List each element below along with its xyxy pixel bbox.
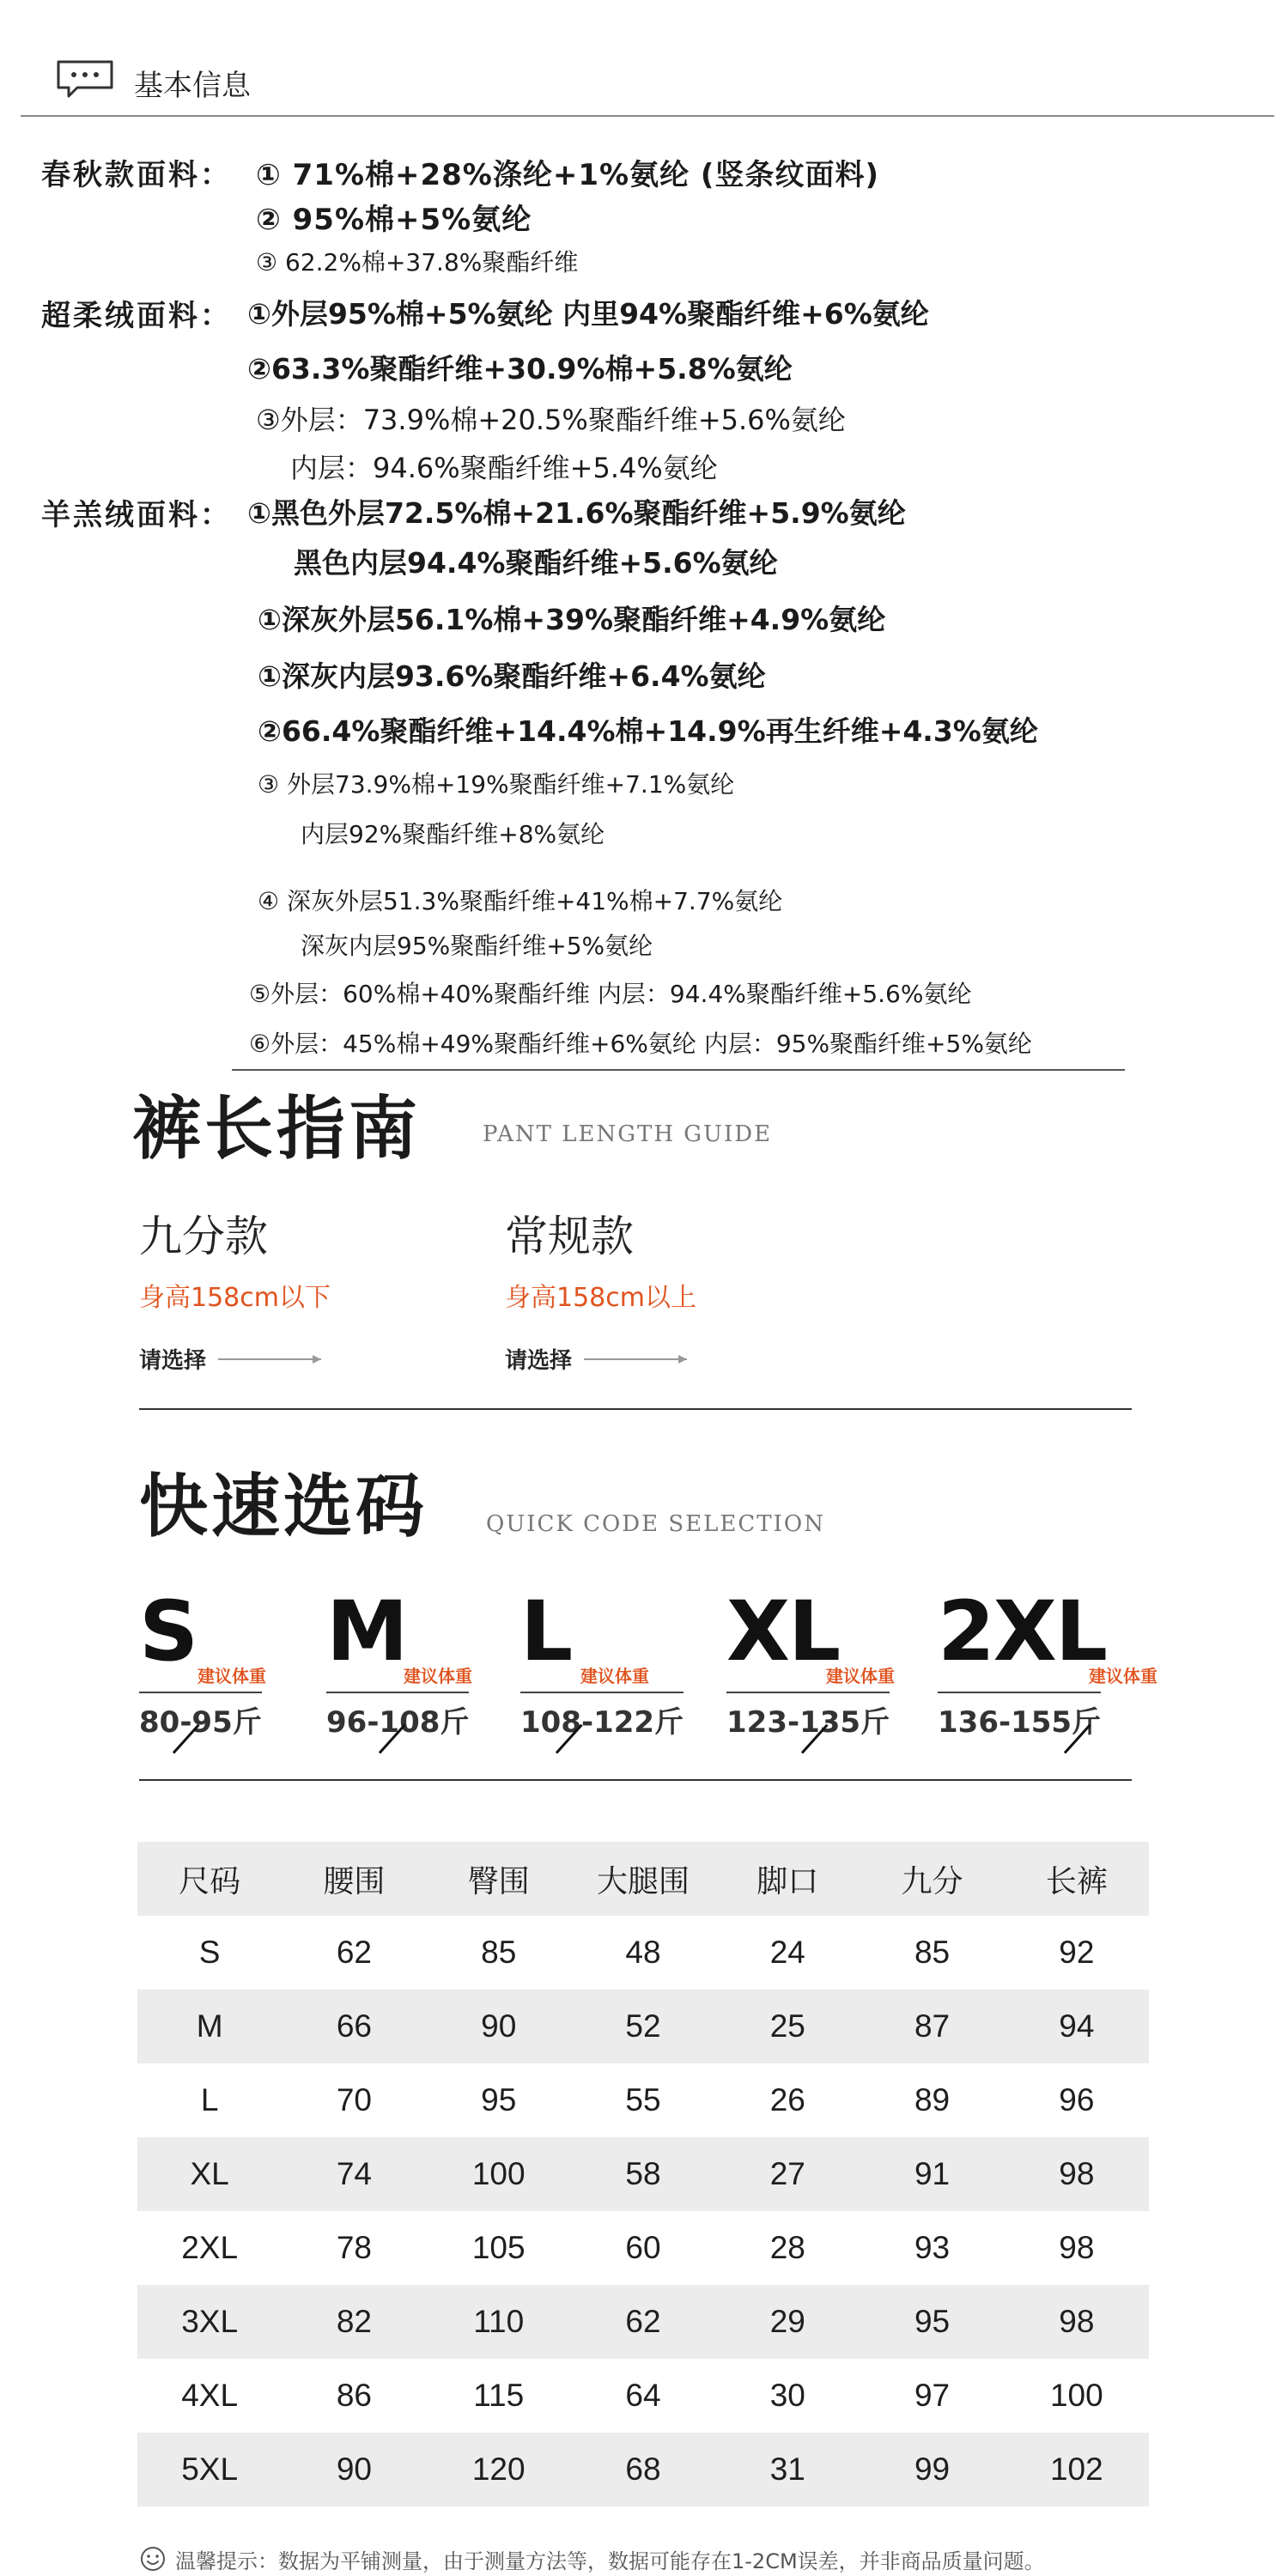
table-cell: 25 <box>715 1990 860 2063</box>
table-row <box>137 2137 1149 2211</box>
size-badge-s <box>139 1583 266 1741</box>
table-cell: S <box>198 1935 221 1970</box>
fabric-label-lambswool: 羊羔绒面料： <box>41 498 232 532</box>
table-cell: 110 <box>427 2285 571 2359</box>
table-cell: 74 <box>282 2137 426 2211</box>
table-header-cell: 脚口 <box>715 1842 860 1916</box>
table-cell: 99 <box>860 2433 1004 2506</box>
table-cell: 85 <box>914 1935 951 1970</box>
option-regular[interactable] <box>505 1202 696 1375</box>
size-letter: M <box>326 1583 407 1680</box>
fabric-line: ③ 外层73.9%棉+19%聚酯纤维+7.1%氨纶 <box>258 770 735 799</box>
fabric-line: 内层：94.6%聚酯纤维+5.4%氨纶 <box>290 452 718 484</box>
size-badge-m <box>326 1583 472 1741</box>
table-row <box>137 2359 1149 2433</box>
table-cell: XL <box>137 2137 282 2211</box>
table-cell: 48 <box>625 1935 661 1970</box>
fabric-line: 深灰内层95%聚酯纤维+5%氨纶 <box>301 932 653 960</box>
fabric-line: ① 71%棉+28%涤纶+1%氨纶 (竖条纹面料) <box>256 158 880 192</box>
table-cell: 2XL <box>181 2230 239 2265</box>
table-cell: 100 <box>1049 2378 1103 2413</box>
fabric-line: ④ 深灰外层51.3%聚酯纤维+41%棉+7.7%氨纶 <box>258 887 783 915</box>
fabric-label-spring-autumn: 春秋款面料： <box>41 158 232 192</box>
fabric-line: ② 95%棉+5%氨纶 <box>256 203 532 237</box>
table-cell: 92 <box>1059 1935 1095 1970</box>
table-header-cell: 尺码 <box>137 1842 282 1916</box>
table-cell: 58 <box>571 2137 715 2211</box>
table-row <box>137 1990 1149 2063</box>
table-cell: 98 <box>1005 2285 1149 2359</box>
arrow-right-icon <box>584 1358 687 1360</box>
table-cell: 29 <box>715 2285 860 2359</box>
advise-weight-label: 建议体重 <box>404 1666 472 1686</box>
table-cell: 27 <box>715 2137 860 2211</box>
measurement-tip <box>139 2542 1045 2576</box>
fabric-line: ②66.4%聚酯纤维+14.4%棉+14.9%再生纤维+4.3%氨纶 <box>258 714 1038 748</box>
choose-link[interactable] <box>505 1343 696 1375</box>
advise-weight-label: 建议体重 <box>197 1666 266 1686</box>
table-cell: 105 <box>471 2230 526 2265</box>
table-header-cell: 大腿围 <box>571 1842 715 1916</box>
advise-weight-label: 建议体重 <box>580 1666 649 1686</box>
weight-range: 96-108斤 <box>326 1692 469 1741</box>
table-cell: 94 <box>1005 1990 1149 2063</box>
quick-select-title: 快速选码 <box>139 1467 428 1546</box>
table-cell: 28 <box>769 2230 805 2265</box>
table-cell: 86 <box>336 2378 372 2413</box>
choose-link[interactable] <box>139 1343 331 1375</box>
fabric-line: ⑥外层：45%棉+49%聚酯纤维+6%氨纶 内层：95%聚酯纤维+5%氨纶 <box>249 1030 1032 1058</box>
option-height-note: 身高158cm以上 <box>505 1283 696 1313</box>
table-row <box>137 2211 1149 2285</box>
table-cell: 55 <box>625 2082 661 2117</box>
fabric-line: 内层92%聚酯纤维+8%氨纶 <box>301 820 605 848</box>
option-cropped[interactable] <box>139 1202 331 1375</box>
table-cell: 98 <box>1059 2230 1095 2265</box>
table-cell: L <box>200 2082 219 2117</box>
fabric-line: ①深灰外层56.1%棉+39%聚酯纤维+4.9%氨纶 <box>258 603 886 636</box>
table-header-cell: 长裤 <box>1005 1842 1149 1916</box>
choose-label: 请选择 <box>139 1348 207 1374</box>
table-cell: 95 <box>860 2285 1004 2359</box>
table-cell: 82 <box>282 2285 426 2359</box>
table-cell: 62 <box>571 2285 715 2359</box>
table-cell: 70 <box>336 2082 372 2117</box>
table-cell: 115 <box>473 2378 525 2413</box>
size-badge-xl <box>726 1583 895 1741</box>
size-letter: XL <box>726 1583 840 1680</box>
weight-range: 108-122斤 <box>520 1692 683 1741</box>
quick-select-subtitle: QUICK CODE SELECTION <box>486 1511 825 1537</box>
option-name: 九分款 <box>139 1212 268 1261</box>
table-cell: 96 <box>1059 2082 1095 2117</box>
fabric-line: 黑色内层94.4%聚酯纤维+5.6%氨纶 <box>294 546 778 580</box>
table-cell: 90 <box>282 2433 426 2506</box>
fabric-line: ⑤外层：60%棉+40%聚酯纤维 内层：94.4%聚酯纤维+5.6%氨纶 <box>249 980 972 1008</box>
table-cell: 102 <box>1005 2433 1149 2506</box>
table-cell: 24 <box>769 1935 805 1970</box>
table-cell: 120 <box>427 2433 571 2506</box>
table-cell: 26 <box>769 2082 805 2117</box>
table-cell: 68 <box>571 2433 715 2506</box>
choose-label: 请选择 <box>505 1348 573 1374</box>
table-cell: 4XL <box>181 2378 239 2413</box>
table-cell: 93 <box>914 2230 951 2265</box>
table-cell: 3XL <box>137 2285 282 2359</box>
table-cell: 60 <box>625 2230 661 2265</box>
advise-weight-label: 建议体重 <box>826 1666 895 1686</box>
fabric-section <box>0 0 1288 1065</box>
size-letter: L <box>520 1583 572 1680</box>
table-header-cell: 九分 <box>860 1842 1004 1916</box>
fabric-line: ③外层：73.9%棉+20.5%聚酯纤维+5.6%氨纶 <box>256 404 846 436</box>
fabric-label-super-soft: 超柔绒面料： <box>41 299 232 333</box>
pant-length-subtitle: PANT LENGTH GUIDE <box>483 1121 773 1147</box>
size-letter: 2XL <box>938 1583 1106 1680</box>
size-table <box>137 1842 1149 2506</box>
table-row <box>137 1916 1149 1990</box>
table-cell: 95 <box>481 2082 517 2117</box>
table-cell: 30 <box>769 2378 805 2413</box>
advise-weight-label: 建议体重 <box>1089 1666 1157 1686</box>
size-badge-l <box>520 1583 684 1741</box>
fabric-line: ②63.3%聚酯纤维+30.9%棉+5.8%氨纶 <box>247 352 793 386</box>
weight-range: 136-155斤 <box>938 1692 1101 1741</box>
table-cell: 87 <box>860 1990 1004 2063</box>
basic-info-title: 基本信息 <box>134 69 251 103</box>
table-cell: 66 <box>282 1990 426 2063</box>
table-cell: 89 <box>914 2082 951 2117</box>
smile-icon <box>139 2545 167 2573</box>
fabric-line: ③ 62.2%棉+37.8%聚酯纤维 <box>256 248 579 276</box>
table-row <box>137 2285 1149 2359</box>
table-row <box>137 2063 1149 2137</box>
table-cell: 62 <box>336 1935 372 1970</box>
section-divider <box>139 1779 1132 1781</box>
pant-length-title: 裤长指南 <box>132 1089 421 1169</box>
table-row <box>137 2433 1149 2506</box>
table-cell: 100 <box>427 2137 571 2211</box>
table-cell: M <box>137 1990 282 2063</box>
table-cell: 52 <box>571 1990 715 2063</box>
table-cell: 31 <box>715 2433 860 2506</box>
table-header-cell: 腰围 <box>282 1842 426 1916</box>
table-cell: 97 <box>914 2378 951 2413</box>
fabric-line: ①深灰内层93.6%聚酯纤维+6.4%氨纶 <box>258 659 766 693</box>
table-cell: 5XL <box>137 2433 282 2506</box>
table-cell: 85 <box>481 1935 517 1970</box>
table-cell: 91 <box>860 2137 1004 2211</box>
table-cell: 98 <box>1005 2137 1149 2211</box>
fabric-divider <box>232 1069 1125 1071</box>
option-name: 常规款 <box>505 1212 634 1261</box>
section-divider <box>139 1408 1132 1410</box>
table-cell: 78 <box>336 2230 372 2265</box>
size-letter: S <box>139 1583 197 1680</box>
size-badge-2xl <box>938 1583 1157 1741</box>
table-header-cell: 臀围 <box>427 1842 571 1916</box>
table-cell: 64 <box>625 2378 661 2413</box>
table-header-row <box>137 1842 1149 1916</box>
table-cell: 90 <box>427 1990 571 2063</box>
weight-range: 80-95斤 <box>139 1692 262 1741</box>
fabric-line: ①外层95%棉+5%氨纶 内里94%聚酯纤维+6%氨纶 <box>247 297 929 331</box>
tip-text: 温馨提示：数据为平铺测量，由于测量方法等，数据可能存在1-2CM误差，并非商品质量问题。 <box>175 2549 1045 2573</box>
weight-range: 123-135斤 <box>726 1692 890 1741</box>
arrow-right-icon <box>218 1358 321 1360</box>
option-height-note: 身高158cm以下 <box>139 1283 331 1313</box>
fabric-line: ①黑色外层72.5%棉+21.6%聚酯纤维+5.9%氨纶 <box>247 496 906 530</box>
